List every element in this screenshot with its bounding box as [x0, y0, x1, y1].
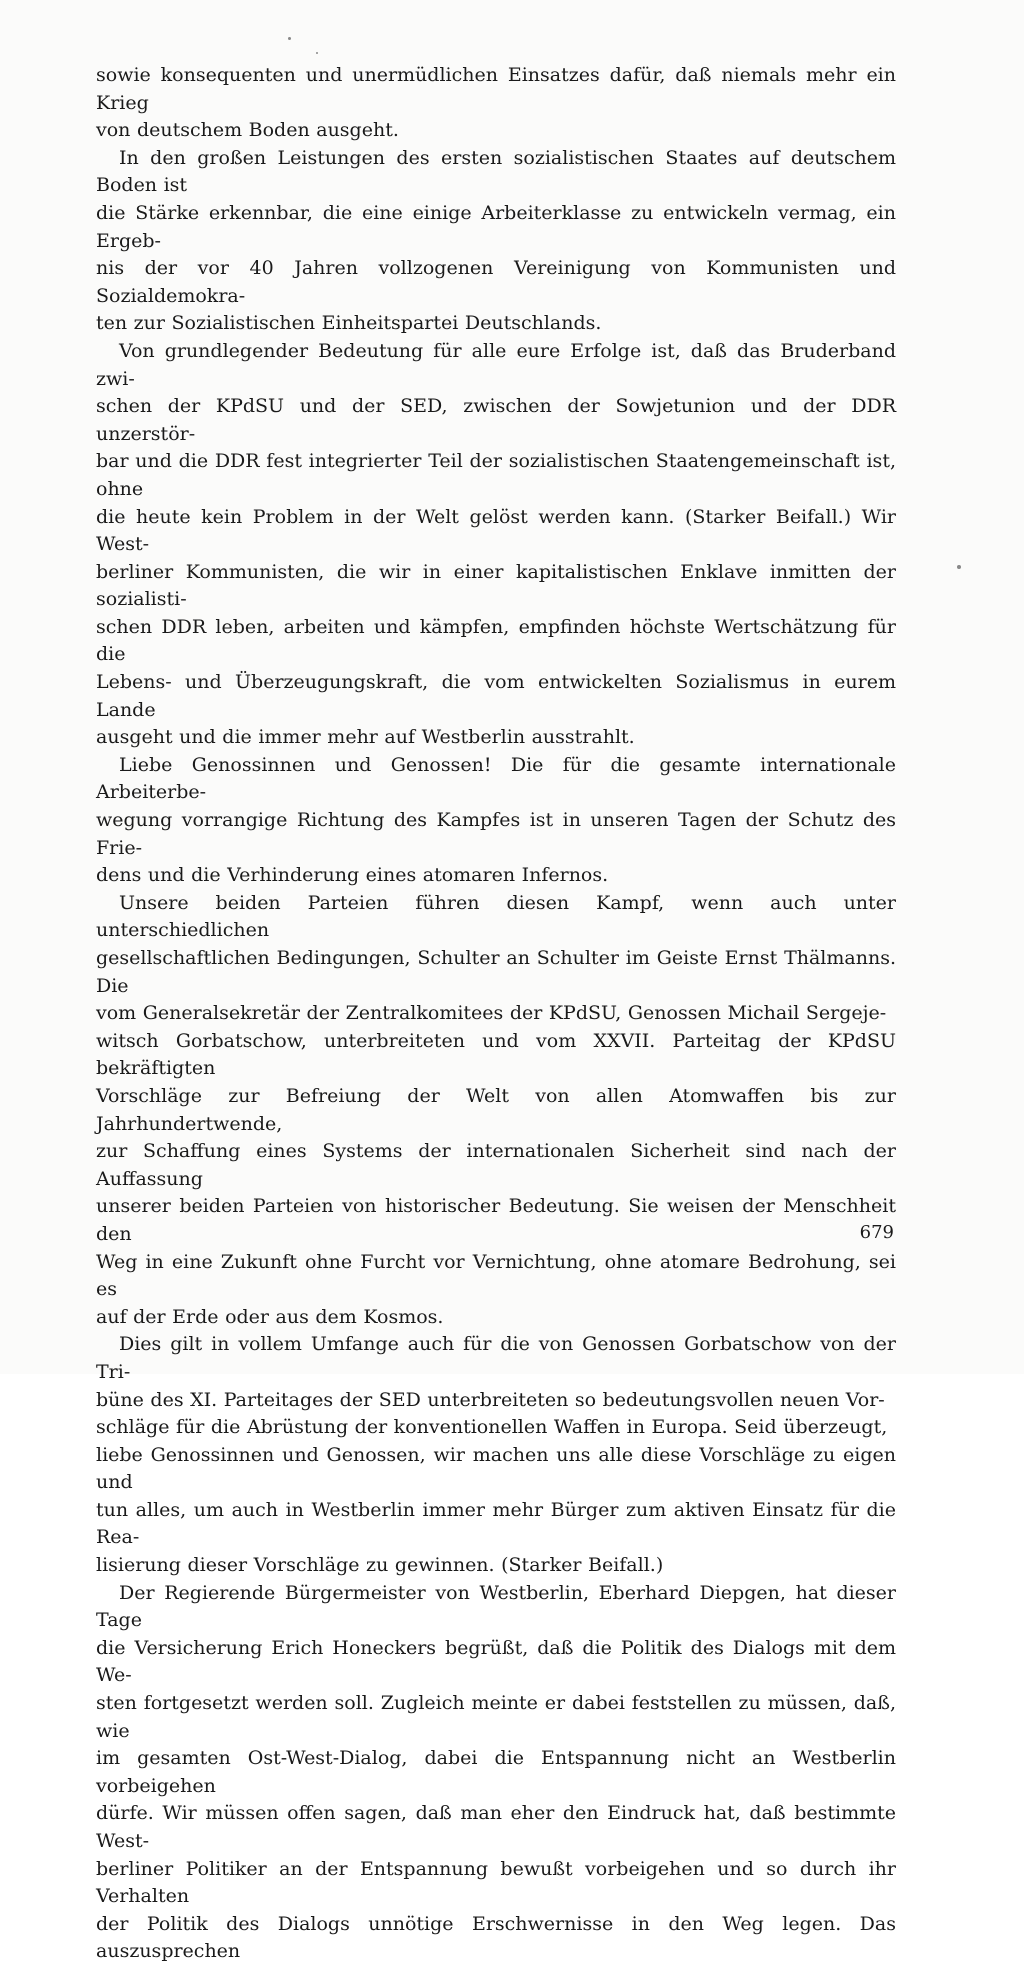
- paragraph: Liebe Genossinnen und Genossen! Die für die gesamte internationale Arbeiterbe- wegung vorrangige Richtung des Kampfes ist in unseren Tagen der Schutz des Frie- dens und die Verhinderung eines atomaren Infernos.: [96, 753, 896, 887]
- body-text: [96, 62, 896, 1966]
- scan-speck: [288, 37, 291, 40]
- paragraph: Von grundlegender Bedeutung für alle eure Erfolge ist, daß das Bruderband zwi- schen der KPdSU und der SED, zwischen der Sowjetunion und der DDR unzerstör- bar und die DDR fest integrierter Teil der sozialistischen Staatengemeinschaft ist, ohne die heute kein Problem in der Welt gelöst werden kann. (Starker Beifall.) Wir West- berliner Kommunisten, die wir in einer kapitalistischen Enklave inmitten der sozialisti- schen DDR leben, arbeiten und kämpfen, empfinden höchste Wertschätzung für die Lebens- und Überzeugungskraft, die vom entwickelten Sozialismus in eurem Lande ausgeht und die immer mehr auf Westberlin ausstrahlt.: [96, 339, 896, 749]
- scan-speck: [957, 565, 961, 569]
- paragraph: Der Regierende Bürgermeister von Westberlin, Eberhard Diepgen, hat dieser Tage die Versicherung Erich Honeckers begrüßt, daß die Politik des Dialogs mit dem We- sten fortgesetzt werden soll. Zugleich meinte er dabei feststellen zu müssen, daß, wie im gesamten Ost-West-Dialog, dabei die Entspannung nicht an Westberlin vorbeigehen dürfe. Wir müssen offen sagen, daß man eher den Eindruck hat, daß bestimmte West- berliner Politiker an der Entspannung bewußt vorbeigehen und so durch ihr Verhalten der Politik des Dialogs unnötige Erschwernisse in den Weg legen. Das auszusprechen: [96, 1581, 896, 1963]
- paragraph: Unsere beiden Parteien führen diesen Kampf, wenn auch unter unterschiedlichen gesellschaftlichen Bedingungen, Schulter an Schulter im Geiste Ernst Thälmanns. Die vom Generalsekretär der Zentralkomitees der KPdSU, Genossen Michail Sergeje- witsch Gorbatschow, unterbreiteten und vom XXVII. Parteitag der KPdSU bekräftigten Vorschläge zur Befreiung der Welt von allen Atomwaffen bis zur Jahrhundertwende, zur Schaffung eines Systems der internationalen Sicherheit sind nach der Auffassung unserer beiden Parteien von historischer Bedeutung. Sie weisen der Menschheit den Weg in eine Zukunft ohne Furcht vor Vernichtung, ohne atomare Bedrohung, sei es auf der Erde oder aus dem Kosmos.: [96, 891, 896, 1328]
- paragraph: Dies gilt in vollem Umfange auch für die von Genossen Gorbatschow von der Tri- büne des XI. Parteitages der SED unterbreiteten so bedeutungsvollen neuen Vor- schläge für die Abrüstung der konventionellen Waffen in Europa. Seid überzeugt, liebe Genossinnen und Genossen, wir machen uns alle diese Vorschläge zu eigen und tun alles, um auch in Westberlin immer mehr Bürger zum aktiven Einsatz für die Rea- lisierung dieser Vorschläge zu gewinnen. (Starker Beifall.): [96, 1333, 896, 1577]
- paragraph: In den großen Leistungen des ersten sozialistischen Staates auf deutschem Boden ist die Stärke erkennbar, die eine einige Arbeiterklasse zu entwickeln vermag, ein Ergeb- nis der vor 40 Jahren vollzogenen Vereinigung von Kommunisten und Sozialdemokra- ten zur Sozialistischen Einheitspartei Deutschlands.: [96, 146, 896, 335]
- scan-speck: [316, 52, 318, 54]
- page-number: 679: [859, 1222, 894, 1243]
- paragraph: sowie konsequenten und unermüdlichen Einsatzes dafür, daß niemals mehr ein Krieg von deutschem Boden ausgeht.: [96, 64, 896, 142]
